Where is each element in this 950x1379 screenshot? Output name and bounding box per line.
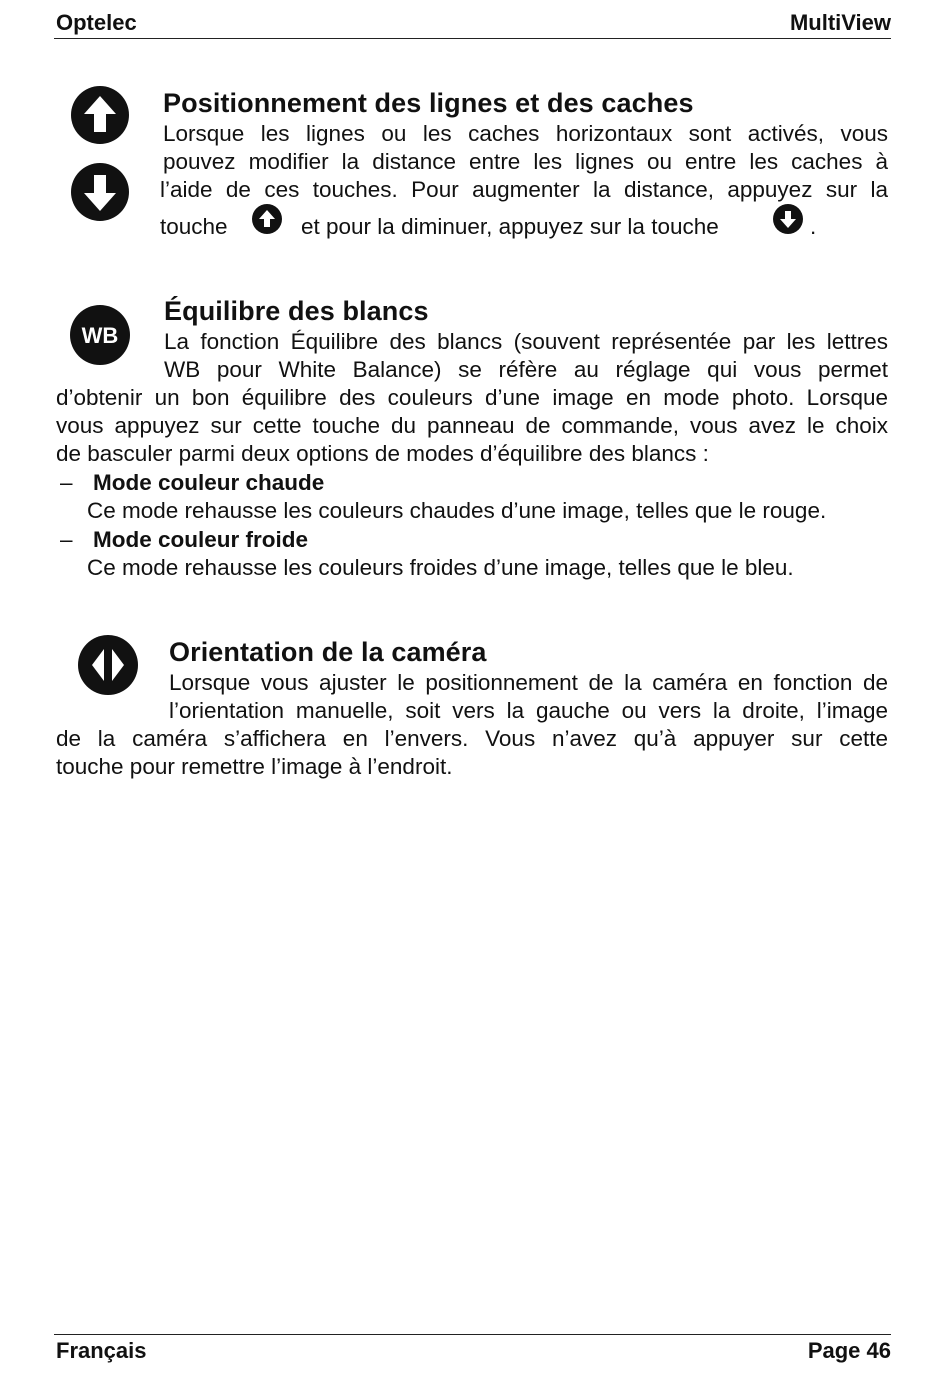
option-desc-cold: Ce mode rehausse les couleurs froides d’une image, telles que le bleu. xyxy=(87,555,794,580)
header-divider xyxy=(54,38,891,39)
page-header xyxy=(56,10,891,36)
section2-line-2: WB pour White Balance) se réfère au réglage qui vous permet xyxy=(164,357,888,382)
arrow-up-icon xyxy=(71,86,129,144)
footer-language: Français xyxy=(56,1338,147,1363)
section2-line-5: de basculer parmi deux options de modes d’équilibre des blancs : xyxy=(56,441,709,466)
option-title-cold: Mode couleur froide xyxy=(93,527,309,552)
arrow-down-icon xyxy=(71,163,129,221)
option-dash: – xyxy=(60,527,73,552)
section2-line-1: La fonction Équilibre des blancs (souvent représentée par les lettres xyxy=(164,329,888,354)
footer-divider xyxy=(54,1334,891,1335)
section1-line-4b: et pour la diminuer, appuyez sur la touche xyxy=(301,214,719,239)
section2-line-4: vous appuyez sur cette touche du panneau de commande, vous avez le choix xyxy=(56,413,888,438)
section1-line-4a: touche xyxy=(160,214,228,239)
white-balance-icon-label: WB xyxy=(81,323,119,348)
section1-line-3: l’aide de ces touches. Pour augmenter la distance, appuyez sur la xyxy=(160,177,888,202)
header-product: MultiView xyxy=(789,10,891,35)
arrow-down-icon xyxy=(773,204,803,234)
flip-horizontal-icon xyxy=(78,635,138,695)
section2-line-3: d’obtenir un bon équilibre des couleurs d’une image en mode photo. Lorsque xyxy=(56,385,888,410)
option-dash: – xyxy=(60,470,73,495)
section1-line-4c: . xyxy=(810,214,817,239)
section3-line-1: Lorsque vous ajuster le positionnement de la caméra en fonction de xyxy=(169,670,888,695)
section-title-orientation: Orientation de la caméra xyxy=(169,637,487,667)
section-title-equilibre: Équilibre des blancs xyxy=(164,296,429,326)
section3-line-3: de la caméra s’affichera en l’envers. Vous n’avez qu’à appuyer sur cette xyxy=(56,726,888,751)
white-balance-icon xyxy=(70,305,130,365)
section3-line-2: l’orientation manuelle, soit vers la gauche ou vers la droite, l’image xyxy=(169,698,888,723)
page-number: Page 46 xyxy=(807,1338,891,1363)
option-title-warm: Mode couleur chaude xyxy=(93,470,325,495)
page-footer xyxy=(56,1338,891,1364)
header-brand: Optelec xyxy=(56,10,137,35)
section3-line-4: touche pour remettre l’image à l’endroit. xyxy=(56,754,453,779)
section1-line-1: Lorsque les lignes ou les caches horizontaux sont activés, vous xyxy=(163,121,888,146)
option-desc-warm: Ce mode rehausse les couleurs chaudes d’une image, telles que le rouge. xyxy=(87,498,827,523)
section1-line-2: pouvez modifier la distance entre les lignes ou entre les caches à xyxy=(163,149,888,174)
arrow-up-icon xyxy=(252,204,282,234)
section-title-positionnement: Positionnement des lignes et des caches xyxy=(163,88,694,118)
